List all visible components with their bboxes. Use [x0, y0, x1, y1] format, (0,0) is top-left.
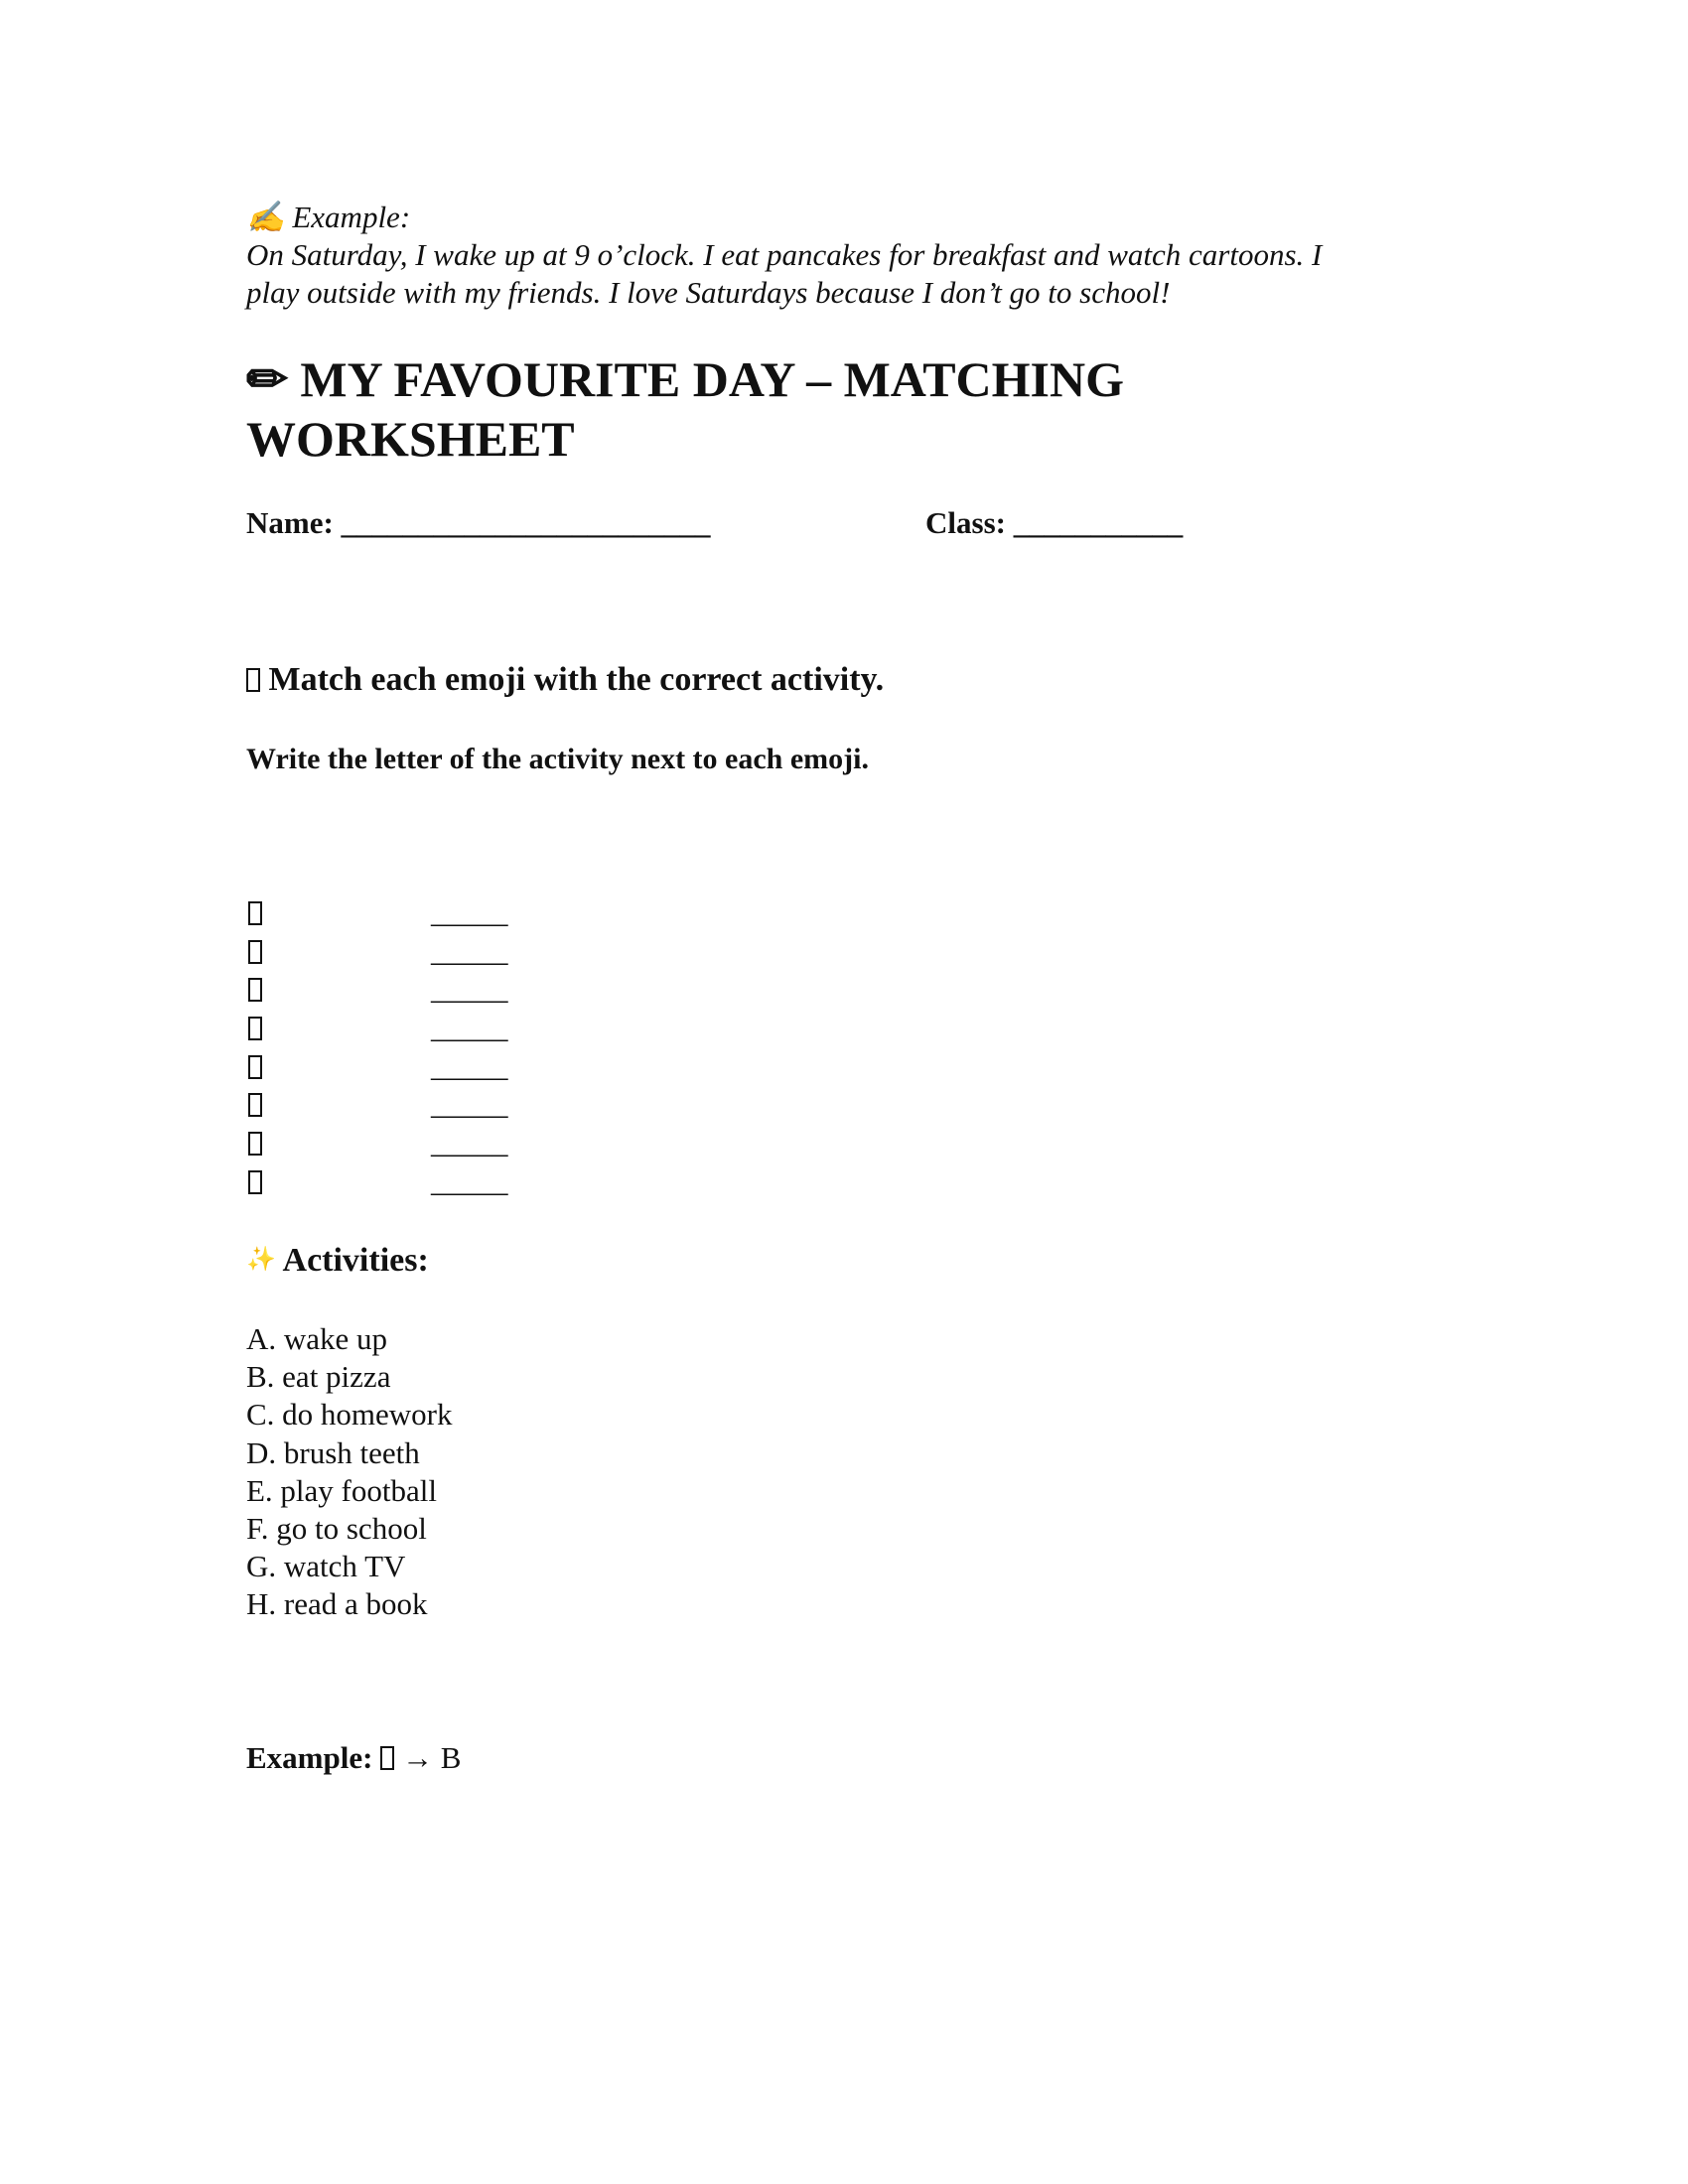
match-row	[246, 893, 643, 932]
section-heading	[246, 659, 884, 701]
activity-item: H. read a book	[246, 1586, 428, 1622]
missing-emoji-icon	[248, 1132, 262, 1156]
answer-blank[interactable]: _____	[431, 1086, 508, 1122]
match-row	[246, 1085, 643, 1124]
example-paragraph	[246, 199, 1322, 312]
activity-item: E. play football	[246, 1472, 437, 1508]
activity-item: G. watch TV	[246, 1549, 406, 1584]
activity-item: C. do homework	[246, 1397, 453, 1433]
example-header-line	[246, 199, 1322, 236]
match-row	[246, 1009, 643, 1047]
section-heading-text: Match each emoji with the correct activity.	[268, 661, 885, 698]
match-row	[246, 1162, 643, 1201]
activities-list	[246, 1320, 453, 1624]
activity-item: B. eat pizza	[246, 1359, 391, 1395]
activity-item: D. brush teeth	[246, 1434, 420, 1470]
activities-heading	[246, 1239, 429, 1282]
pencil-icon: ✏	[246, 351, 288, 407]
writing-hand-icon: ✍	[246, 200, 285, 234]
answer-example-label: Example:	[246, 1740, 373, 1775]
activities-heading-text: Activities:	[282, 1242, 429, 1279]
answer-blank[interactable]: _____	[431, 1125, 508, 1160]
match-row	[246, 1124, 643, 1162]
answer-blank[interactable]: _____	[431, 932, 508, 968]
title-line-2: WORKSHEET	[246, 411, 575, 467]
missing-emoji-icon	[246, 668, 260, 692]
class-label: Class:	[925, 505, 1006, 540]
missing-emoji-icon	[248, 978, 262, 1002]
missing-emoji-icon	[380, 1746, 394, 1770]
name-blank[interactable]: ________________________	[341, 505, 711, 540]
answer-blank[interactable]: _____	[431, 1162, 508, 1198]
missing-emoji-icon	[248, 901, 262, 925]
match-row	[246, 1047, 643, 1086]
class-blank[interactable]: ___________	[1013, 505, 1184, 540]
answer-blank[interactable]: _____	[431, 971, 508, 1007]
name-field	[246, 504, 711, 542]
match-row	[246, 970, 643, 1009]
title-text-1: MY FAVOURITE DAY – MATCHING	[300, 351, 1124, 407]
activity-item: F. go to school	[246, 1511, 427, 1547]
answer-blank[interactable]: _____	[431, 894, 508, 929]
example-label: Example:	[292, 200, 411, 234]
activity-item: A. wake up	[246, 1321, 388, 1356]
match-row	[246, 932, 643, 971]
missing-emoji-icon	[248, 1093, 262, 1117]
answer-blank[interactable]: _____	[431, 1047, 508, 1083]
page-title	[246, 349, 1124, 469]
instruction-text: Write the letter of the activity next to each emoji.	[246, 743, 869, 775]
missing-emoji-icon	[248, 1055, 262, 1079]
answer-example-value: → B	[401, 1740, 462, 1775]
missing-emoji-icon	[248, 940, 262, 964]
example-line-2: play outside with my friends. I love Saturdays because I don’t go to school!	[246, 275, 1171, 310]
example-line-1: On Saturday, I wake up at 9 o’clock. I eat pancakes for breakfast and watch cartoons. I	[246, 237, 1323, 272]
missing-emoji-icon	[248, 1170, 262, 1194]
answer-blank[interactable]: _____	[431, 1010, 508, 1045]
answer-example	[246, 1739, 461, 1777]
title-line-1	[246, 349, 1124, 409]
match-list	[246, 893, 643, 1201]
sparkles-icon: ✨	[246, 1247, 276, 1273]
class-field	[925, 504, 1183, 542]
missing-emoji-icon	[248, 1017, 262, 1040]
name-label: Name:	[246, 505, 334, 540]
